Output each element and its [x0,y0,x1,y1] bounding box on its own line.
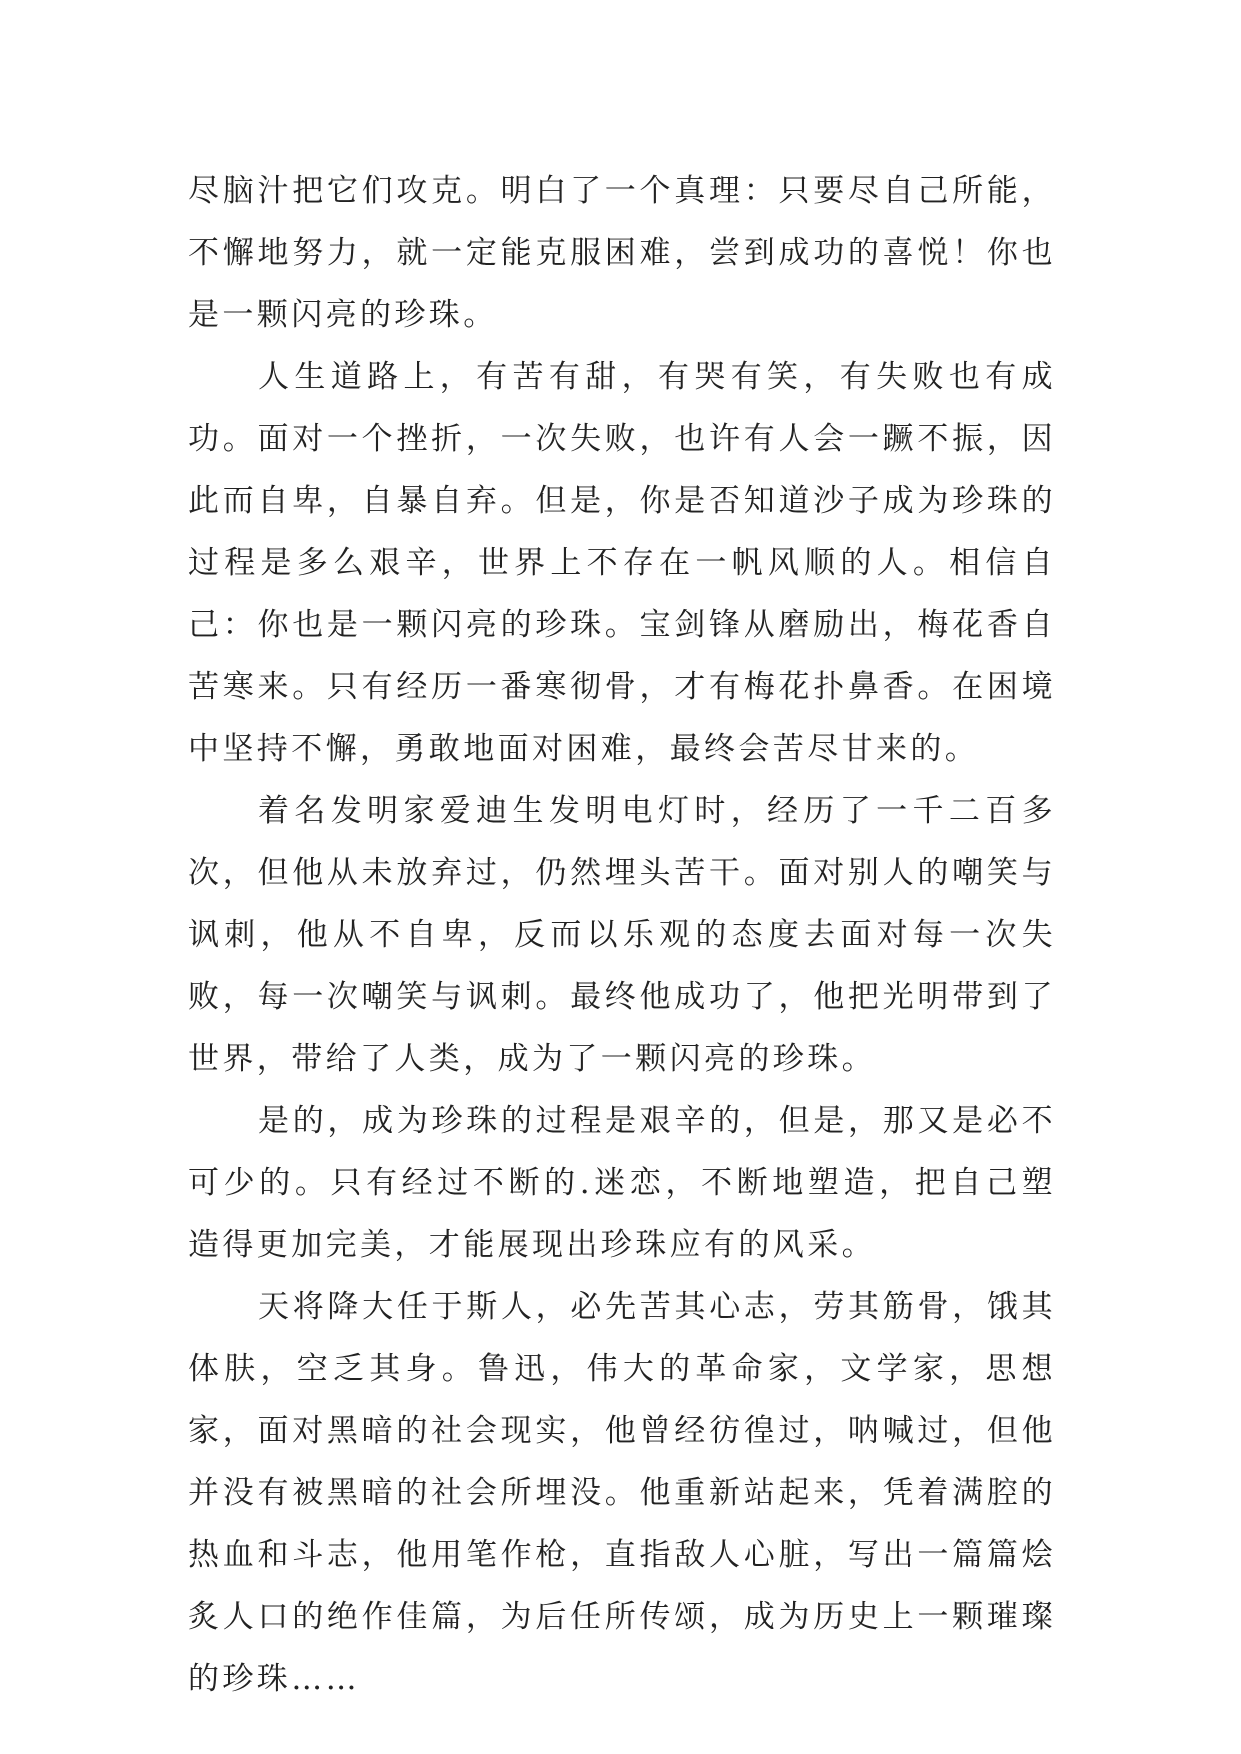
document-body [188,160,1056,1710]
paragraph-3: 着名发明家爱迪生发明电灯时，经历了一千二百多次，但他从未放弃过，仍然埋头苦干。面对别人的嘲笑与讽刺，他从不自卑，反而以乐观的态度去面对每一次失败，每一次嘲笑与讽刺。最终他成功了，他把光明带到了世界，带给了人类，成为了一颗闪亮的珍珠。 [188,793,1056,1077]
paragraph-5: 天将降大任于斯人，必先苦其心志，劳其筋骨，饿其体肤，空乏其身。鲁迅，伟大的革命家，文学家，思想家，面对黑暗的社会现实，他曾经彷徨过，呐喊过，但他并没有被黑暗的社会所埋没。他重新站起来，凭着满腔的热血和斗志，他用笔作枪，直指敌人心脏，写出一篇篇烩炙人口的绝作佳篇，为后任所传颂，成为历史上一颗璀璨的珍珠…… [188,1289,1056,1697]
paragraph-4: 是的，成为珍珠的过程是艰辛的，但是，那又是必不可少的。只有经过不断的.迷恋，不断地塑造，把自己塑造得更加完美，才能展现出珍珠应有的风采。 [188,1103,1056,1263]
paragraph-2: 人生道路上，有苦有甜，有哭有笑，有失败也有成功。面对一个挫折，一次失败，也许有人会一蹶不振，因此而自卑，自暴自弃。但是，你是否知道沙子成为珍珠的过程是多么艰辛，世界上不存在一帆风顺的人。相信自己：你也是一颗闪亮的珍珠。宝剑锋从磨励出，梅花香自苦寒来。只有经历一番寒彻骨，才有梅花扑鼻香。在困境中坚持不懈，勇敢地面对困难，最终会苦尽甘来的。 [188,359,1056,767]
paragraph-1: 尽脑汁把它们攻克。明白了一个真理：只要尽自己所能，不懈地努力，就一定能克服困难，尝到成功的喜悦！你也是一颗闪亮的珍珠。 [188,173,1056,333]
